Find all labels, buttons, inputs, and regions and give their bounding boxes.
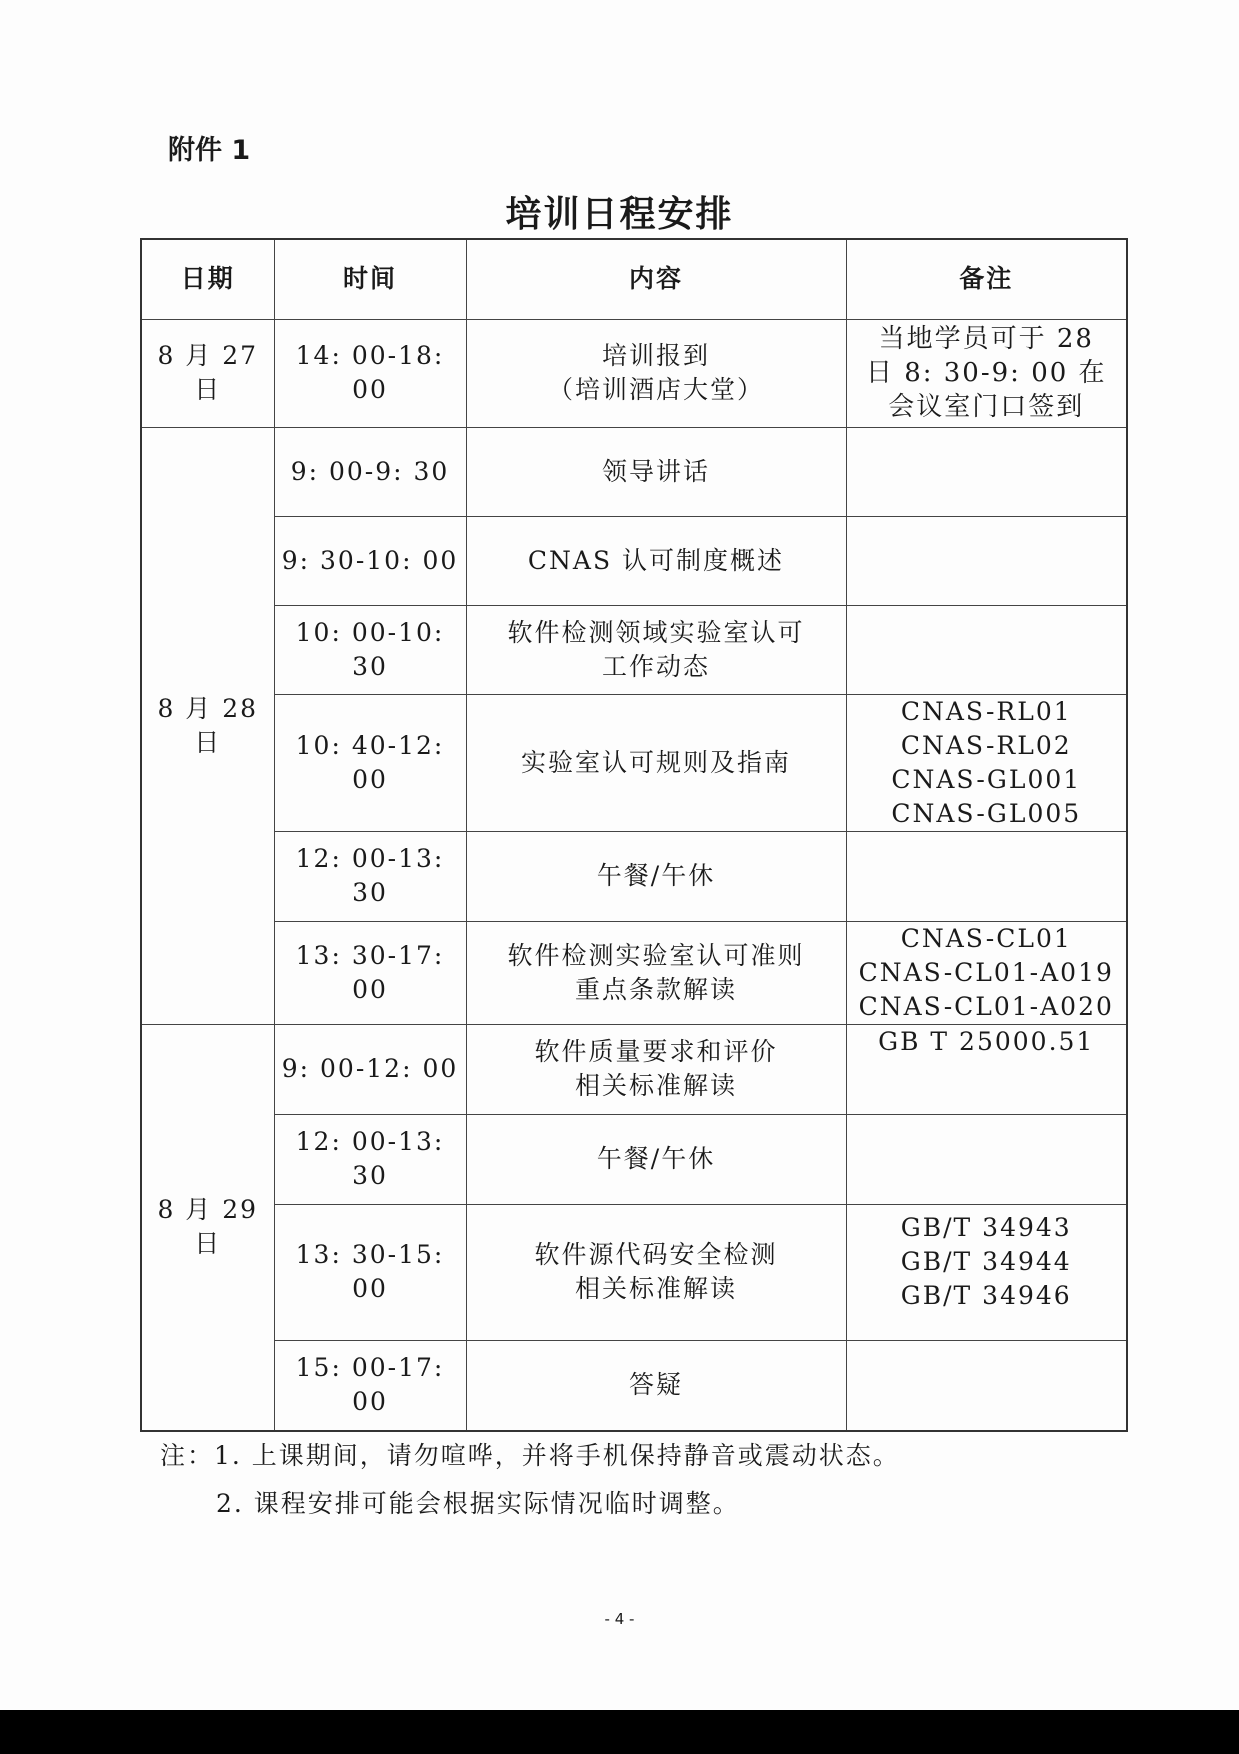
content-line: 午餐/午休 bbox=[596, 861, 716, 890]
note-line: 当地学员可于 28 bbox=[878, 324, 1094, 354]
table-row bbox=[141, 1204, 1127, 1340]
content-cell bbox=[466, 1204, 846, 1340]
note-cell bbox=[846, 605, 1127, 694]
footnotes bbox=[160, 1432, 900, 1528]
header-date: 日期 bbox=[141, 239, 274, 319]
page-title: 培训日程安排 bbox=[505, 194, 734, 235]
time-cell: 14: 00-18: 00 bbox=[274, 319, 466, 427]
footnote-1: 注：1. 上课期间，请勿喧哗，并将手机保持静音或震动状态。 bbox=[160, 1441, 900, 1470]
time-cell: 12: 00-13: 30 bbox=[274, 831, 466, 921]
content-line: 软件检测领域实验室认可 bbox=[507, 617, 805, 647]
note-line: 日 8: 30-9: 00 在 bbox=[865, 358, 1107, 388]
content-line: 软件质量要求和评价 bbox=[534, 1037, 778, 1066]
content-cell bbox=[466, 516, 846, 605]
table-row bbox=[141, 694, 1127, 831]
note-line: GB/T 34946 bbox=[900, 1280, 1072, 1310]
table-row bbox=[141, 1024, 1127, 1114]
table-row bbox=[141, 605, 1127, 694]
content-line: 领导讲话 bbox=[601, 456, 710, 486]
content-cell bbox=[466, 831, 846, 921]
note-cell bbox=[846, 516, 1127, 605]
date-cell: 8 月 29 日 bbox=[141, 1024, 274, 1431]
note-line: CNAS-RL01 bbox=[900, 696, 1072, 726]
content-cell bbox=[466, 319, 846, 427]
note-cell bbox=[846, 1340, 1127, 1431]
note-cell bbox=[846, 694, 1127, 831]
content-line: 工作动态 bbox=[601, 651, 710, 681]
time-cell: 10: 40-12: 00 bbox=[274, 694, 466, 831]
note-cell bbox=[846, 1114, 1127, 1204]
page-number: - 4 - bbox=[604, 1610, 635, 1628]
note-cell bbox=[846, 831, 1127, 921]
note-line: CNAS-CL01-A019 bbox=[858, 957, 1114, 987]
note-cell bbox=[846, 1204, 1127, 1340]
note-cell bbox=[846, 921, 1127, 1024]
table-row bbox=[141, 319, 1127, 427]
time-cell: 13: 30-17: 00 bbox=[274, 921, 466, 1024]
note-line: CNAS-RL02 bbox=[900, 730, 1072, 760]
schedule-table bbox=[140, 238, 1128, 1432]
time-cell: 9: 00-9: 30 bbox=[274, 427, 466, 516]
note-line: CNAS-GL005 bbox=[891, 798, 1082, 828]
content-line: 答疑 bbox=[628, 1370, 683, 1400]
table-row bbox=[141, 831, 1127, 921]
note-line: CNAS-CL01-A020 bbox=[858, 991, 1114, 1021]
table-row bbox=[141, 516, 1127, 605]
bottom-scan-band bbox=[0, 1710, 1239, 1754]
date-cell: 8 月 28 日 bbox=[141, 427, 274, 1024]
table-row bbox=[141, 427, 1127, 516]
table-row bbox=[141, 921, 1127, 1024]
content-line: 重点条款解读 bbox=[574, 974, 737, 1004]
table-header-row bbox=[141, 239, 1127, 319]
attachment-label: 附件 1 bbox=[168, 135, 251, 166]
note-cell bbox=[846, 427, 1127, 516]
note-line: GB/T 34943 bbox=[900, 1212, 1072, 1242]
content-line: 午餐/午休 bbox=[596, 1144, 716, 1173]
time-cell: 15: 00-17: 00 bbox=[274, 1340, 466, 1431]
content-cell bbox=[466, 1340, 846, 1431]
content-line: 软件源代码安全检测 bbox=[534, 1240, 778, 1269]
content-line: 相关标准解读 bbox=[574, 1274, 737, 1303]
content-cell bbox=[466, 605, 846, 694]
content-cell bbox=[466, 1114, 846, 1204]
header-content: 内容 bbox=[466, 239, 846, 319]
content-cell bbox=[466, 1024, 846, 1114]
time-cell: 9: 30-10: 00 bbox=[274, 516, 466, 605]
note-line: 会议室门口签到 bbox=[888, 392, 1085, 422]
date-cell: 8 月 27 日 bbox=[141, 319, 274, 427]
note-line: GB T 25000.51 bbox=[878, 1026, 1095, 1056]
note-cell bbox=[846, 1024, 1127, 1114]
content-line: CNAS 认可制度概述 bbox=[527, 545, 785, 575]
note-cell bbox=[846, 319, 1127, 427]
note-line: GB/T 34944 bbox=[900, 1246, 1072, 1276]
header-time: 时间 bbox=[274, 239, 466, 319]
content-cell bbox=[466, 427, 846, 516]
footnote-2: 2. 课程安排可能会根据实际情况临时调整。 bbox=[216, 1489, 740, 1518]
content-cell bbox=[466, 921, 846, 1024]
time-cell: 9: 00-12: 00 bbox=[274, 1024, 466, 1114]
note-line: CNAS-CL01 bbox=[900, 923, 1072, 953]
content-line: 软件检测实验室认可准则 bbox=[507, 940, 805, 970]
time-cell: 13: 30-15: 00 bbox=[274, 1204, 466, 1340]
table-row bbox=[141, 1114, 1127, 1204]
content-line: 相关标准解读 bbox=[574, 1071, 737, 1100]
content-line: 实验室认可规则及指南 bbox=[520, 747, 791, 777]
content-line: （培训酒店大堂） bbox=[547, 375, 764, 404]
time-cell: 10: 00-10: 30 bbox=[274, 605, 466, 694]
content-line: 培训报到 bbox=[601, 341, 710, 370]
time-cell: 12: 00-13: 30 bbox=[274, 1114, 466, 1204]
note-line: CNAS-GL001 bbox=[891, 764, 1082, 794]
table-row bbox=[141, 1340, 1127, 1431]
header-note: 备注 bbox=[846, 239, 1127, 319]
content-cell bbox=[466, 694, 846, 831]
